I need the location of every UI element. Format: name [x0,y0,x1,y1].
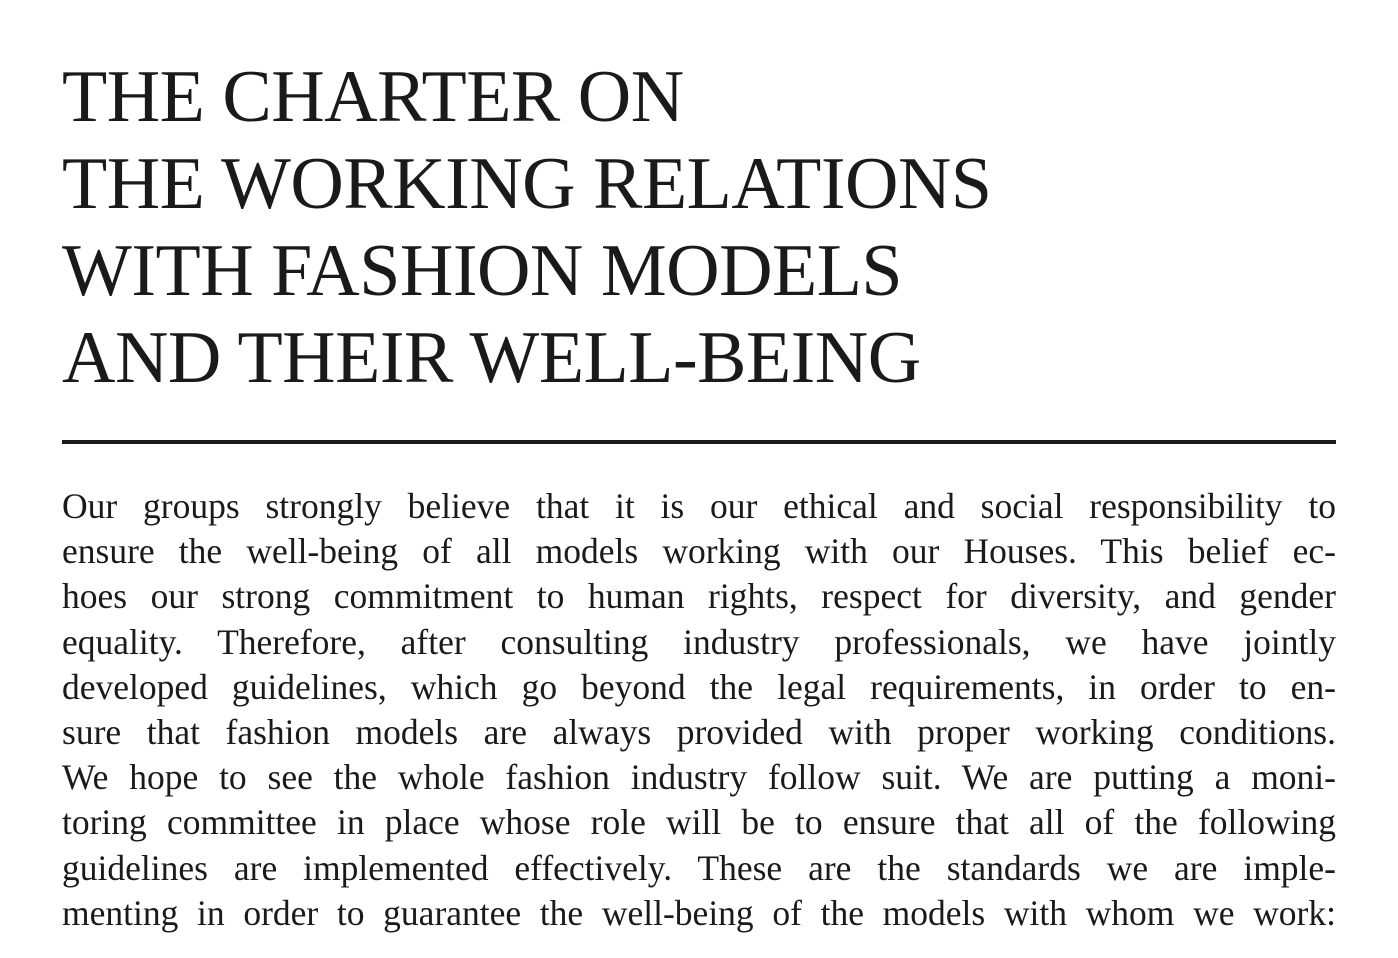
title-line: WITH FASHION MODELS [62,230,903,312]
paragraph-line: menting in order to guarantee the well-being of the models with whom we work: [62,892,1336,933]
title-line: AND THEIR WELL-BEING [62,317,921,399]
title-line: THE WORKING RELATIONS [62,143,992,225]
paragraph-line: guidelines are implemented effectively. These are the standards we are imple- [62,847,1336,888]
document-page [62,54,1336,936]
paragraph-line: equality. Therefore, after consulting industry professionals, we have jointly [62,621,1336,662]
paragraph-line: toring committee in place whose role will be to ensure that all of the following [62,802,1336,843]
paragraph-line: ensure the well-being of all models working with our Houses. This belief ec- [62,531,1336,572]
page-title [62,54,1336,402]
paragraph-line: developed guidelines, which go beyond the legal requirements, in order to en- [62,666,1336,707]
paragraph-line: hoes our strong commitment to human rights, respect for diversity, and gender [62,576,1336,617]
title-line: THE CHARTER ON [62,56,684,138]
paragraph-line: Our groups strongly believe that it is our ethical and social responsibility to [62,486,1336,526]
horizontal-divider [62,440,1336,444]
intro-paragraph [62,484,1336,936]
paragraph-line: sure that fashion models are always provided with proper working conditions. [62,712,1336,753]
paragraph-line: We hope to see the whole fashion industry follow suit. We are putting a moni- [62,757,1336,798]
